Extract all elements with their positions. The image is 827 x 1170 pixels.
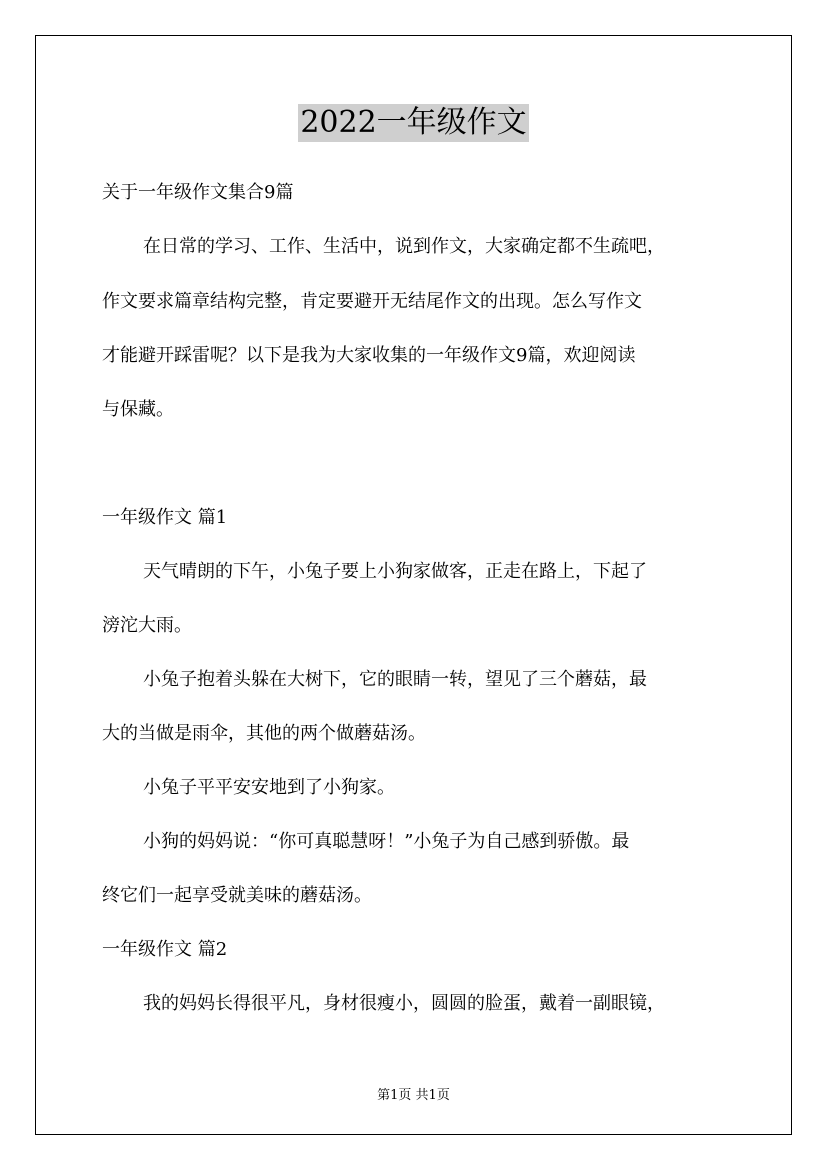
intro-line-1: 在日常的学习、工作、生活中，说到作文，大家确定都不生疏吧，	[143, 236, 665, 257]
page-footer: 第1页 共1页	[377, 1088, 450, 1103]
document-title: 2022一年级作文	[300, 105, 527, 140]
section-1-heading: 一年级作文 篇1	[102, 507, 228, 528]
section-1-line-5: 小兔子平平安安地到了小狗家。	[143, 777, 395, 798]
section-1-line-6: 小狗的妈妈说：“你可真聪慧呀！”小兔子为自己感到骄傲。最	[143, 831, 630, 852]
title-container	[0, 104, 827, 142]
section-1-line-7: 终它们一起享受就美味的蘑菇汤。	[102, 885, 372, 906]
section-1-line-1: 天气晴朗的下午，小兔子要上小狗家做客，正走在路上，下起了	[143, 561, 647, 582]
intro-line-4: 与保藏。	[102, 399, 174, 420]
section-1-line-3: 小兔子抱着头躲在大树下，它的眼睛一转，望见了三个蘑菇，最	[143, 669, 647, 690]
intro-line-3: 才能避开踩雷呢？以下是我为大家收集的一年级作文9篇，欢迎阅读	[102, 345, 636, 366]
intro-line-2: 作文要求篇章结构完整，肯定要避开无结尾作文的出现。怎么写作文	[102, 291, 642, 312]
section-1-line-2: 滂沱大雨。	[102, 615, 192, 636]
section-1-line-4: 大的当做是雨伞，其他的两个做蘑菇汤。	[102, 723, 426, 744]
section-2-heading: 一年级作文 篇2	[102, 939, 228, 960]
section-2-line-1: 我的妈妈长得很平凡，身材很瘦小，圆圆的脸蛋，戴着一副眼镜，	[143, 993, 665, 1014]
document-subtitle: 关于一年级作文集合9篇	[102, 182, 294, 203]
